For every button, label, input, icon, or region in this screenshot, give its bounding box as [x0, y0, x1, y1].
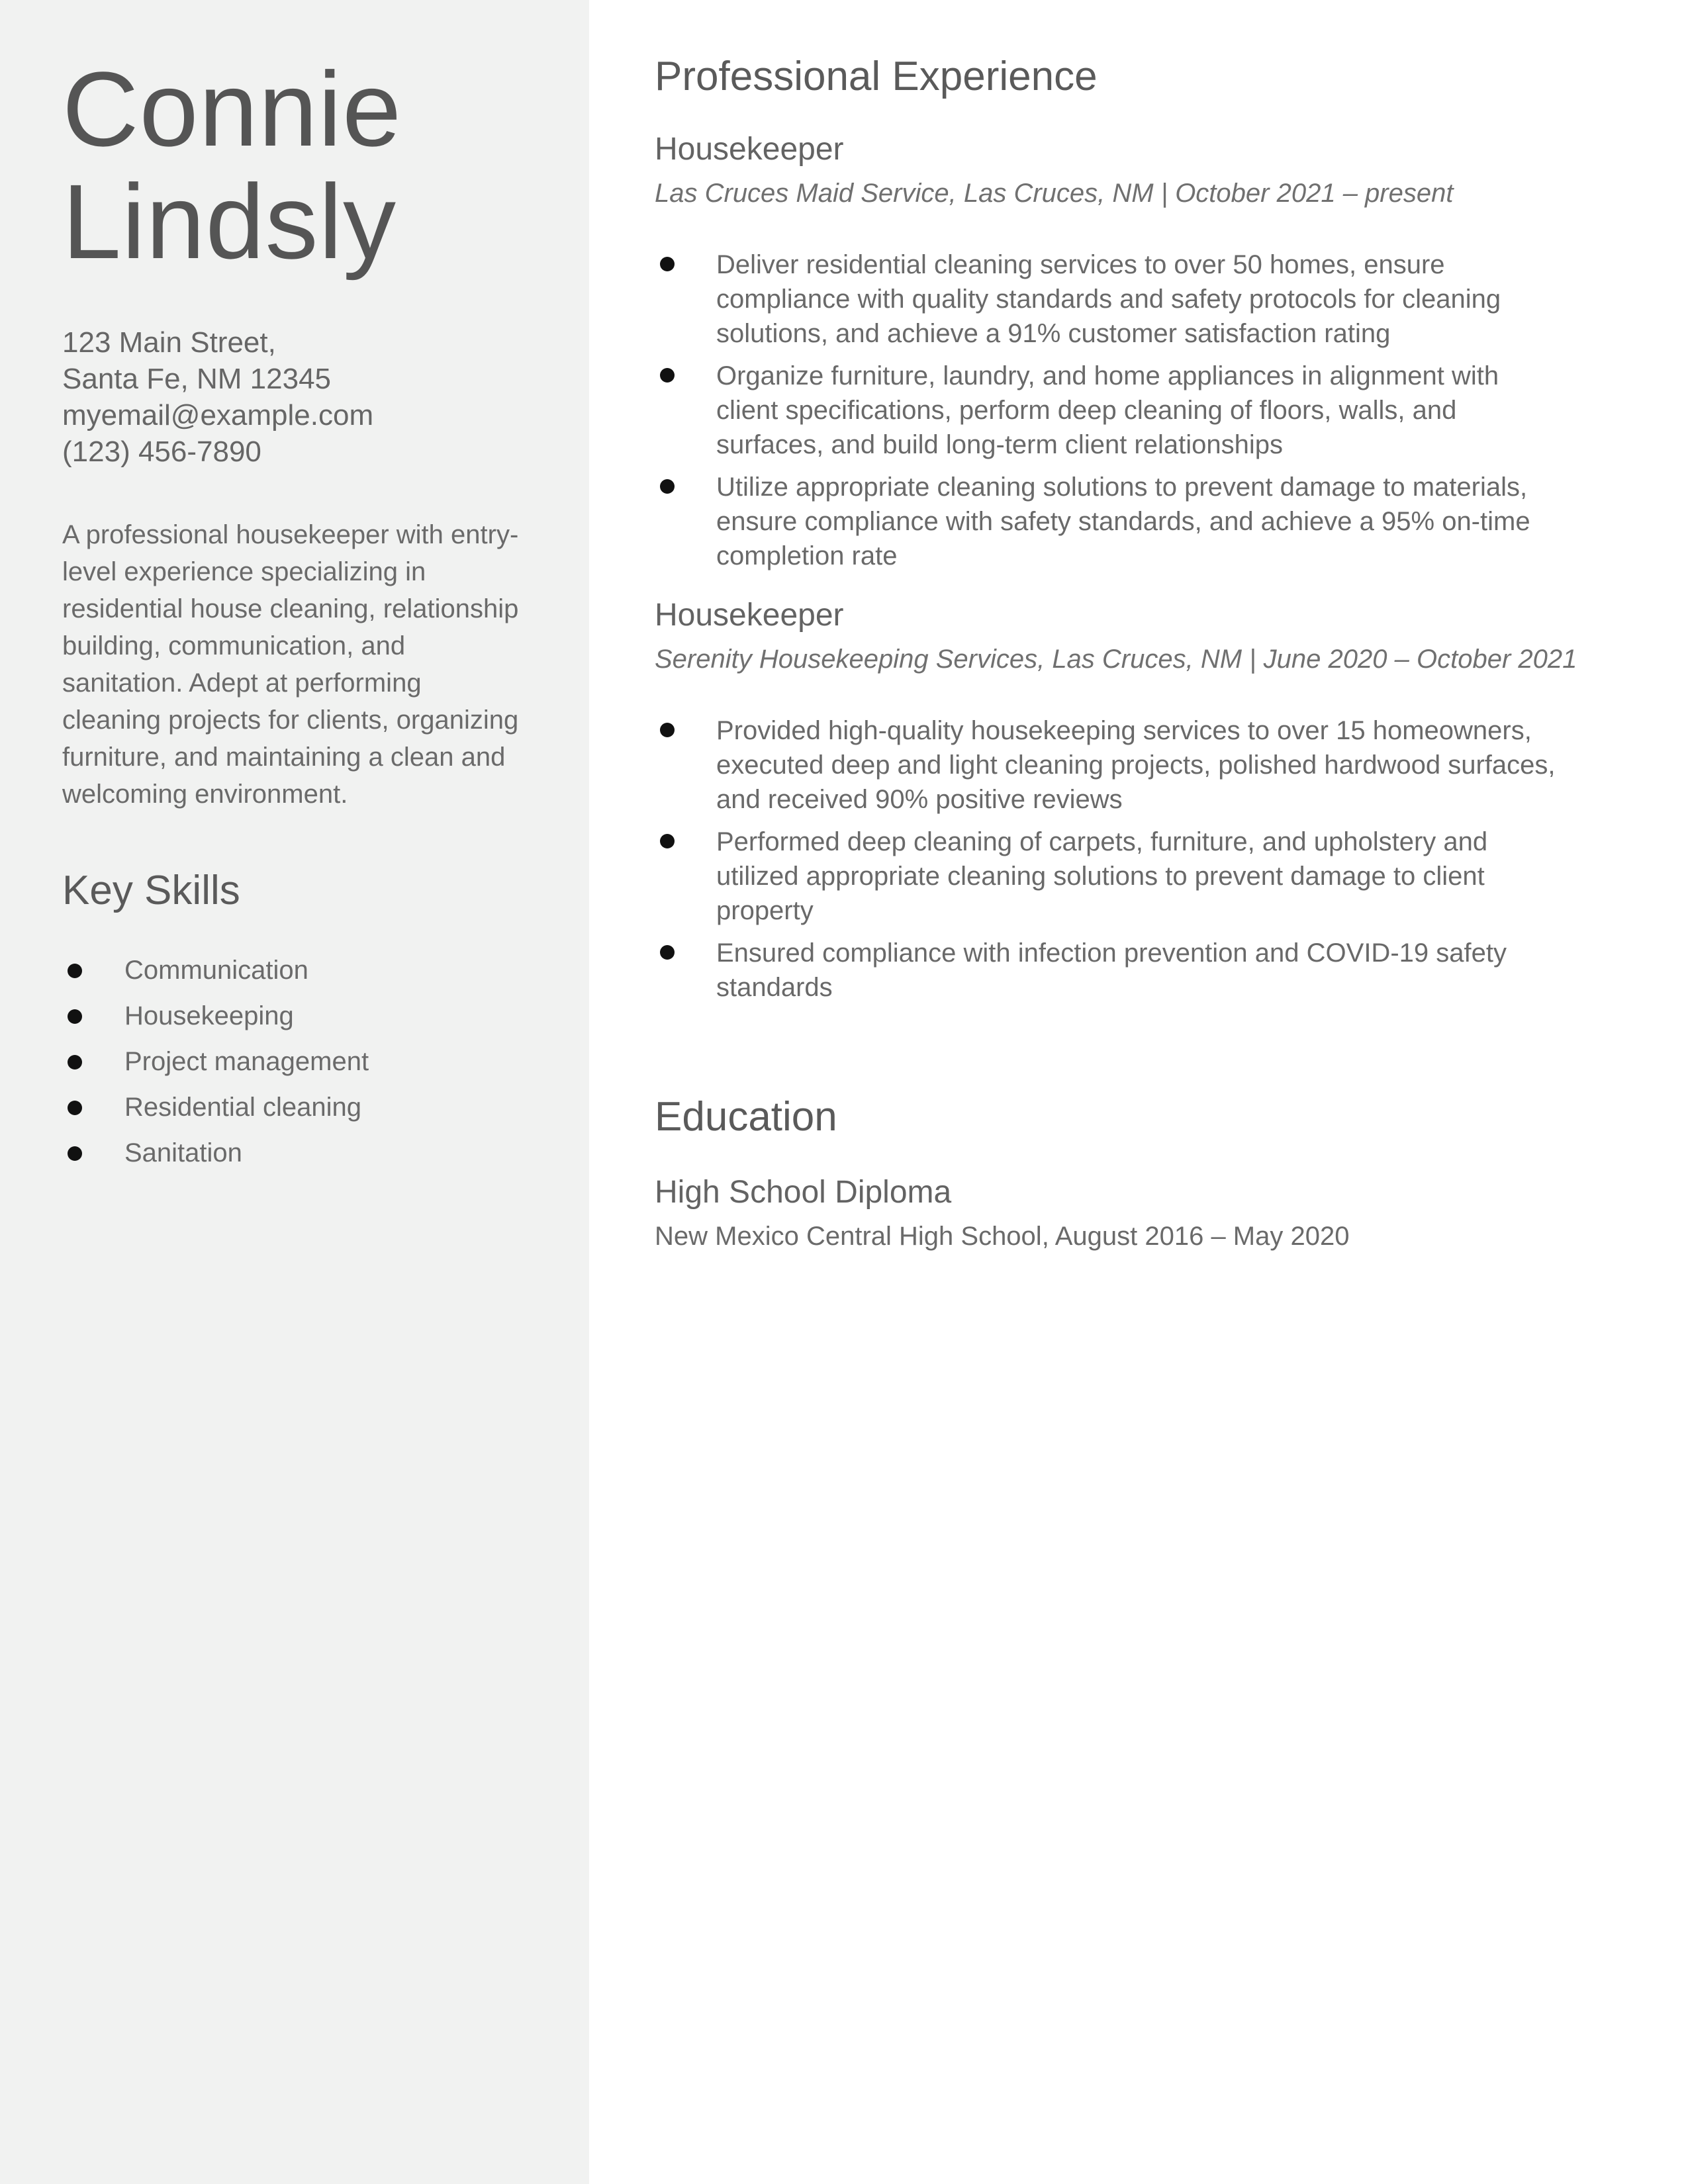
email: myemail@example.com: [62, 399, 374, 432]
job-title: Housekeeper: [655, 598, 844, 633]
job-bullet-text: Deliver residential cleaning services to over 50 homes, ensure compliance with quality standards and safety protocols for cleaning solutions, and achieve a 91% customer satisfaction rating: [716, 250, 1501, 348]
skill-item: [62, 948, 549, 993]
skill-item: [62, 1085, 549, 1130]
profile-summary: A professional housekeeper with entry-level experience specializing in residential house cleaning, relationship building, communication, and sanitation. Adept at performing cleaning projects for clients, organizing furniture, and maintaining a clean and welcoming environment.: [62, 520, 519, 809]
skill-label: Housekeeping: [124, 1001, 294, 1030]
job-bullet-text: Ensured compliance with infection prevention and COVID-19 safety standards: [716, 938, 1507, 1002]
bullet-icon: [660, 834, 675, 848]
job-bullets: [655, 248, 1635, 573]
address-line-2: Santa Fe, NM 12345: [62, 363, 332, 395]
job-bullets: [655, 713, 1635, 1005]
candidate-name: [62, 50, 549, 281]
job-bullet-text: Provided high-quality housekeeping services to over 15 homeowners, executed deep and light cleaning projects, polished hardwood surfaces, and received 90% positive reviews: [716, 716, 1556, 814]
job-bullet-text: Utilize appropriate cleaning solutions to prevent damage to materials, ensure compliance with safety standards, and achieve a 95% on-time completion rate: [716, 473, 1530, 570]
job-bullet: [655, 825, 1558, 928]
contact-info: [62, 324, 549, 470]
bullet-icon: [660, 945, 675, 960]
bullet-icon: [68, 1101, 82, 1115]
job-bullet: [655, 470, 1558, 573]
bullet-icon: [660, 368, 675, 383]
skills-list: [62, 948, 549, 1176]
skill-item: [62, 1039, 549, 1085]
bullet-icon: [68, 964, 82, 978]
job-bullet: [655, 713, 1558, 817]
education-heading: Education: [655, 1094, 837, 1140]
last-name: Lindsly: [62, 162, 397, 281]
phone: (123) 456-7890: [62, 435, 261, 468]
skill-label: Project management: [124, 1047, 369, 1076]
bullet-icon: [68, 1009, 82, 1024]
job-entry: [655, 130, 1635, 573]
skill-item: [62, 1130, 549, 1176]
job-entry: [655, 596, 1635, 1005]
job-title: Housekeeper: [655, 132, 844, 167]
job-bullet: [655, 359, 1558, 462]
address-line-1: 123 Main Street,: [62, 326, 276, 359]
job-bullet: [655, 248, 1558, 351]
job-meta: Serenity Housekeeping Services, Las Cruces, NM | June 2020 – October 2021: [655, 645, 1577, 674]
skills-heading: Key Skills: [62, 868, 240, 913]
skill-label: Sanitation: [124, 1138, 242, 1167]
bullet-icon: [660, 479, 675, 494]
first-name: Connie: [62, 50, 402, 168]
bullet-icon: [660, 257, 675, 271]
job-meta: Las Cruces Maid Service, Las Cruces, NM | October 2021 – present: [655, 179, 1454, 208]
skill-label: Residential cleaning: [124, 1093, 362, 1122]
bullet-icon: [68, 1055, 82, 1069]
job-bullet-text: Organize furniture, laundry, and home appliances in alignment with client specifications, perform deep cleaning of floors, walls, and surfaces, and build long-term client relationships: [716, 361, 1499, 459]
main-content: [589, 0, 1688, 2184]
skill-item: [62, 993, 549, 1039]
school-meta: New Mexico Central High School, August 2016 – May 2020: [655, 1222, 1350, 1251]
degree-title: High School Diploma: [655, 1175, 952, 1210]
job-bullet: [655, 936, 1558, 1005]
bullet-icon: [660, 723, 675, 737]
education-section: [655, 1087, 1635, 1255]
experience-heading: Professional Experience: [655, 54, 1098, 99]
sidebar: [0, 0, 589, 2184]
job-bullet-text: Performed deep cleaning of carpets, furniture, and upholstery and utilized appropriate cleaning solutions to prevent damage to client property: [716, 827, 1488, 925]
bullet-icon: [68, 1146, 82, 1161]
skill-label: Communication: [124, 956, 308, 985]
